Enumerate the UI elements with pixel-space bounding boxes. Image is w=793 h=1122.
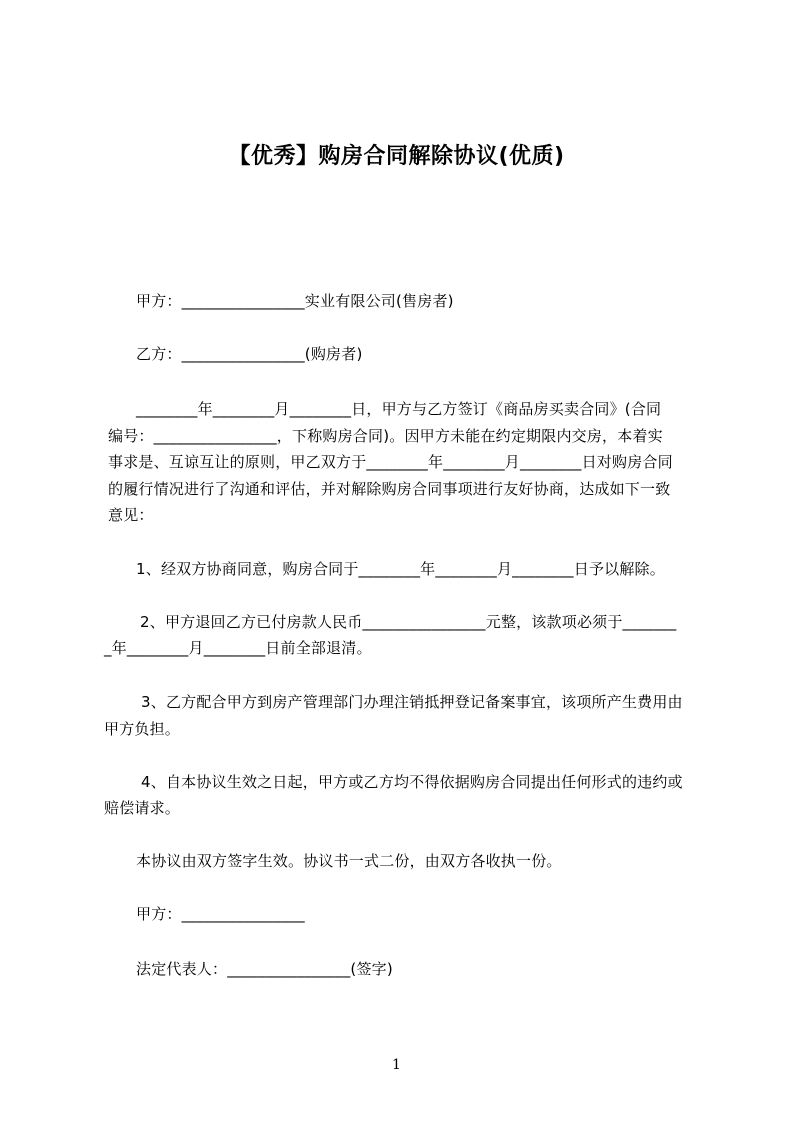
clause-line: 4、自本协议生效之日起，甲方或乙方均不得依据购房合同提出任何形式的违约或 [141, 773, 683, 791]
intro-line: ________年________月________日，甲方与乙方签订《商品房买卖合同》(合同 [136, 400, 662, 418]
effect-statement: 本协议由双方签字生效。协议书一式二份，由双方各收执一份。 [136, 852, 562, 870]
document-title: 【优秀】购房合同解除协议(优质) [228, 144, 565, 169]
clause-line: 甲方负担。 [104, 720, 181, 738]
party-b-line: 乙方：________________(购房者) [136, 345, 363, 363]
clause-line: 2、甲方退回乙方已付房款人民币________________元整，该款项必须于_______ [140, 613, 677, 631]
intro-line: 的履行情况进行了沟通和评估，并对解除购房合同事项进行友好协商，达成如下一致 [108, 480, 671, 498]
clause-1: 1、经双方协商同意，购房合同于________年________月________日予以解除。 [136, 560, 665, 578]
page-number: 1 [392, 1057, 401, 1073]
intro-line: 编号：________________，下称购房合同)。因甲方未能在约定期限内交房，本着实 [108, 427, 663, 445]
signature-party-a: 甲方：________________ [136, 905, 305, 923]
clause-line: 3、乙方配合甲方到房产管理部门办理注销抵押登记备案事宜，该项所产生费用由 [141, 693, 683, 711]
signature-legal-representative: 法定代表人：________________(签字) [136, 960, 393, 978]
party-a-line: 甲方：________________实业有限公司(售房者) [136, 292, 454, 310]
intro-line: 意见： [108, 506, 154, 524]
clause-line: 赔偿请求。 [104, 799, 181, 817]
clause-line: _年________月________日前全部退清。 [104, 639, 372, 657]
intro-line: 事求是、互谅互让的原则，甲乙双方于________年________月________日对购房合同 [108, 453, 673, 471]
